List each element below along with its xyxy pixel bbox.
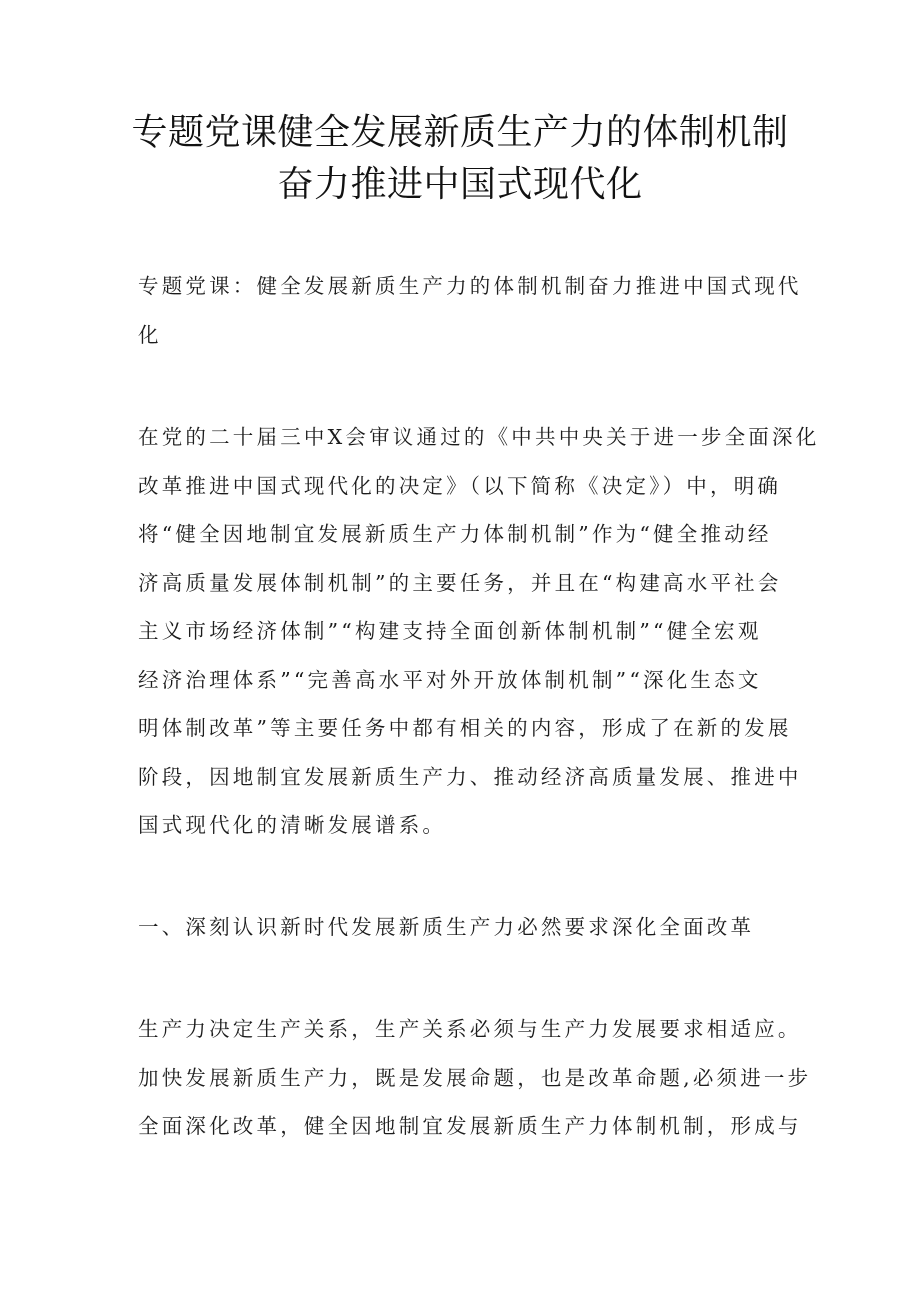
subtitle-line: 化 xyxy=(138,322,162,347)
paragraph-line: 济高质量发展体制机制”的主要任务，并且在“构建高水平社会 xyxy=(138,570,782,595)
paragraph-line: 在党的二十届三中X会审议通过的《中共中央关于进一步全面深化 xyxy=(138,425,820,449)
document-title-line-1: 专题党课健全发展新质生产力的体制机制 xyxy=(131,112,789,153)
document-subtitle xyxy=(138,262,802,359)
paragraph-line: 改革推进中国式现代化的决定》（以下简称《决定》）中，明确 xyxy=(138,473,782,498)
paragraph-line: 国式现代化的清晰发展谱系。 xyxy=(138,813,447,837)
paragraph-line: 明体制改革”等主要任务中都有相关的内容，形成了在新的发展 xyxy=(138,716,792,740)
section-heading xyxy=(138,903,788,952)
intro-paragraph xyxy=(138,413,820,850)
paragraph-line: 主义市场经济体制”“构建支持全面创新体制机制”“健全宏观 xyxy=(138,619,762,643)
subtitle-line: 专题党课：健全发展新质生产力的体制机制奋力推进中国式现代 xyxy=(138,274,802,298)
section-heading-text: 一、深刻认识新时代发展新质生产力必然要求深化全面改革 xyxy=(138,915,755,939)
paragraph-line: 阶段，因地制宜发展新质生产力、推动经济高质量发展、推进中 xyxy=(138,764,802,789)
paragraph-line: 加快发展新质生产力，既是发展命题，也是改革命题,必须进一步 xyxy=(138,1065,812,1090)
paragraph-line: 将“健全因地制宜发展新质生产力体制机制”作为“健全推动经 xyxy=(138,522,772,546)
body-paragraph xyxy=(138,1005,812,1151)
paragraph-line: 全面深化改革，健全因地制宜发展新质生产力体制机制，形成与 xyxy=(138,1114,802,1138)
paragraph-line: 经济治理体系”“完善高水平对外开放体制机制”“深化生态文 xyxy=(138,667,762,692)
document-title-line-2: 奋力推进中国式现代化 xyxy=(277,164,643,205)
paragraph-line: 生产力决定生产关系，生产关系必须与生产力发展要求相适应。 xyxy=(138,1017,802,1041)
